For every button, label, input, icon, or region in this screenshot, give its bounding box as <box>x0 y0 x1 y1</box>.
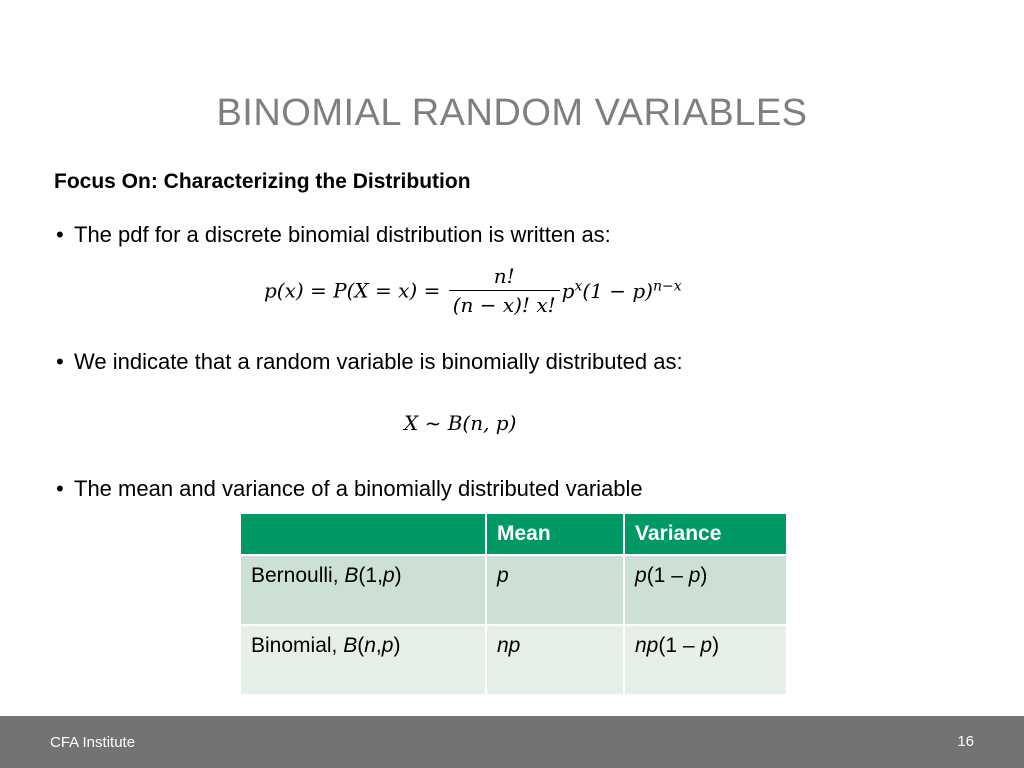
bullet-dot: • <box>56 476 64 501</box>
bullet-text: We indicate that a random variable is binomially distributed as: <box>74 349 683 374</box>
table-header-variance: Variance <box>624 513 787 555</box>
table-cell-distribution: Binomial, B(n,p) <box>240 625 486 695</box>
bullet-text: The pdf for a discrete binomial distribution is written as: <box>74 222 611 247</box>
bullet-item <box>56 349 683 375</box>
bullet-item <box>56 222 611 248</box>
table-cell-distribution: Bernoulli, B(1,p) <box>240 555 486 625</box>
footer-brand: CFA Institute <box>50 734 136 751</box>
slide-title: BINOMIAL RANDOM VARIABLES <box>216 92 808 134</box>
formula-fraction <box>449 264 560 317</box>
table-cell-variance: p(1 – p) <box>624 555 787 625</box>
formula-numerator: n! <box>449 264 560 291</box>
table-cell-mean: np <box>486 625 624 695</box>
table-header-mean: Mean <box>486 513 624 555</box>
mean-variance-table <box>239 512 788 696</box>
formula-exponent-1: x <box>574 278 583 295</box>
pdf-formula <box>264 264 682 317</box>
bullet-item <box>56 476 643 502</box>
table-header-row <box>240 513 787 555</box>
table-row <box>240 625 787 695</box>
table-cell-mean: p <box>486 555 624 625</box>
formula-base: p <box>561 278 575 303</box>
notation-formula: X ~ B(n, p) <box>404 411 517 435</box>
bullet-dot: • <box>56 349 64 374</box>
page-number: 16 <box>957 733 974 750</box>
table-cell-variance: np(1 – p) <box>624 625 787 695</box>
table-header-blank <box>240 513 486 555</box>
table-row <box>240 555 787 625</box>
slide-subtitle: Focus On: Characterizing the Distribution <box>54 170 471 193</box>
formula-lhs: p(x) = P(X = x) = <box>264 278 441 303</box>
footer-bar <box>0 716 1024 768</box>
formula-denominator: (n − x)! x! <box>452 293 556 317</box>
bullet-dot: • <box>56 222 64 247</box>
formula-exponent-2: n−x <box>652 278 682 295</box>
formula-factor: (1 − p) <box>582 278 653 303</box>
bullet-text: The mean and variance of a binomially distributed variable <box>74 476 643 501</box>
